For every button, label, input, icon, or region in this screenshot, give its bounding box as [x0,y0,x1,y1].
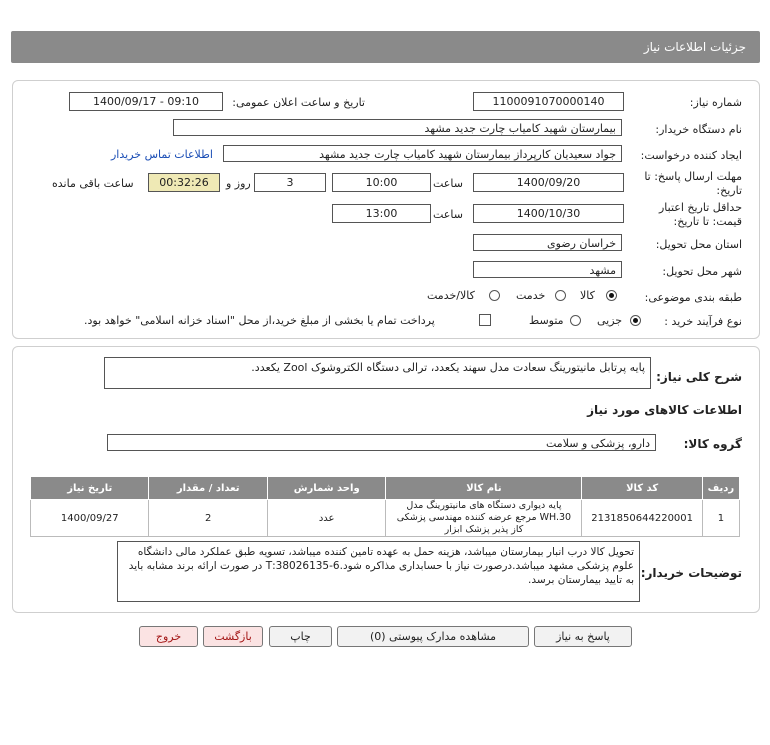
announce-datetime-label: تاریخ و ساعت اعلان عمومی: [232,96,365,109]
validity-time-label: ساعت [433,208,463,221]
summary-text: پایه پرتابل مانیتورینگ سعادت مدل سهند یکعدد، ترالی دستگاه الکتروشوک Zool یکعدد. [104,357,651,389]
category-goods-radio[interactable] [606,290,617,301]
cell-unit: عدد [267,500,385,537]
summary-label: شرح کلی نیاز: [656,370,742,384]
deadline-time-field: 10:00 [332,173,431,192]
buyer-notes-text: تحویل کالا درب انبار بیمارستان میباشد، هزینه حمل به عهده تامین کننده میباشد، تسویه طبق عملکرد مالی دانشگاه علوم پزشکی مشهد میباشد.درصورت نیاز با حسابداری مذاکره شود.6-38026135:T در صورت ارائه برند مشابه باید به تایید بیمارستان برسد. [117,541,640,602]
goods-table-header [31,477,740,500]
deadline-label-line1: مهلت ارسال پاسخ: تا [644,170,742,183]
creator-label: ایجاد کننده درخواست: [640,149,742,162]
cell-need-date: 1400/09/27 [31,500,149,537]
treasury-payment-checkbox[interactable] [479,314,491,326]
validity-date-field: 1400/10/30 [473,204,624,223]
category-service-label: خدمت [516,289,546,302]
validity-time-field: 13:00 [332,204,431,223]
deadline-date-field: 1400/09/20 [473,173,624,192]
exit-button[interactable]: خروج [139,626,198,647]
page-title: جزئیات اطلاعات نیاز [643,40,746,54]
need-number-field: 1100091070000140 [473,92,624,111]
days-label: روز و [226,177,251,190]
process-medium-label: متوسط [529,314,564,327]
province-label: استان محل تحویل: [655,238,742,251]
deadline-time-label: ساعت [433,177,463,190]
city-field: مشهد [473,261,622,278]
view-attachments-button[interactable]: مشاهده مدارک پیوستی (0) [337,626,529,647]
col-need-date: تاریخ نیاز [31,477,149,500]
creator-field: جواد سعیدیان کارپرداز بیمارستان شهید کامیاب چارت جدید مشهد [223,145,622,162]
category-goods-service-radio[interactable] [489,290,500,301]
treasury-payment-note: پرداخت تمام یا بخشی از مبلغ خرید،از محل "اسناد خزانه اسلامی" خواهد بود. [84,314,435,327]
city-label: شهر محل تحویل: [662,265,742,278]
category-service-radio[interactable] [555,290,566,301]
back-button[interactable]: بازگشت [203,626,263,647]
province-field: خراسان رضوی [473,234,622,251]
process-minor-radio[interactable] [630,315,641,326]
col-item-name: نام کالا [386,477,582,500]
col-row-index: ردیف [702,477,739,500]
table-row [31,500,740,537]
reply-button[interactable]: پاسخ به نیاز [534,626,632,647]
col-quantity: تعداد / مقدار [149,477,267,500]
category-goods-service-label: کالا/خدمت [427,289,475,302]
need-number-label: شماره نیاز: [689,96,742,109]
process-medium-radio[interactable] [570,315,581,326]
page-header [11,31,760,63]
buyer-org-field: بیمارستان شهید کامیاب چارت جدید مشهد [173,119,622,136]
validity-label-line2: قیمت: تا تاریخ: [673,215,742,228]
buyer-notes-label: توضیحات خریدار: [640,566,742,580]
col-unit: واحد شمارش [267,477,385,500]
process-label: نوع فرآیند خرید : [664,315,742,328]
buyer-contact-link[interactable]: اطلاعات تماس خریدار [111,148,213,161]
print-button[interactable]: چاپ [269,626,332,647]
category-label: طبقه بندی موضوعی: [644,291,742,304]
process-minor-label: جزیی [597,314,623,327]
buyer-org-label: نام دستگاه خریدار: [655,123,742,136]
col-item-code: کد کالا [582,477,702,500]
goods-section-title: اطلاعات کالاهای مورد نیاز [587,403,742,417]
remaining-time-field: 00:32:26 [148,173,220,192]
remaining-time-label: ساعت باقی مانده [52,177,134,190]
cell-row-index: 1 [702,500,739,537]
cell-quantity: 2 [149,500,267,537]
goods-group-label: گروه کالا: [683,437,742,451]
cell-item-name: پایه دیواری دستگاه های مانیتورینگ مدل WH.30 مرجع عرضه کننده مهندسی پزشکی کاز پذیر پزشک ابزار [386,500,582,537]
announce-datetime-field: 1400/09/17 - 09:10 [69,92,223,111]
validity-label-line1: حداقل تاریخ اعتبار [658,201,742,214]
deadline-label-line2: تاریخ: [716,184,742,197]
goods-group-field: دارو، پزشکی و سلامت [107,434,656,451]
cell-item-code: 2131850644220001 [582,500,702,537]
goods-table [30,476,740,537]
category-goods-label: کالا [580,289,595,302]
days-remaining-field: 3 [254,173,326,192]
